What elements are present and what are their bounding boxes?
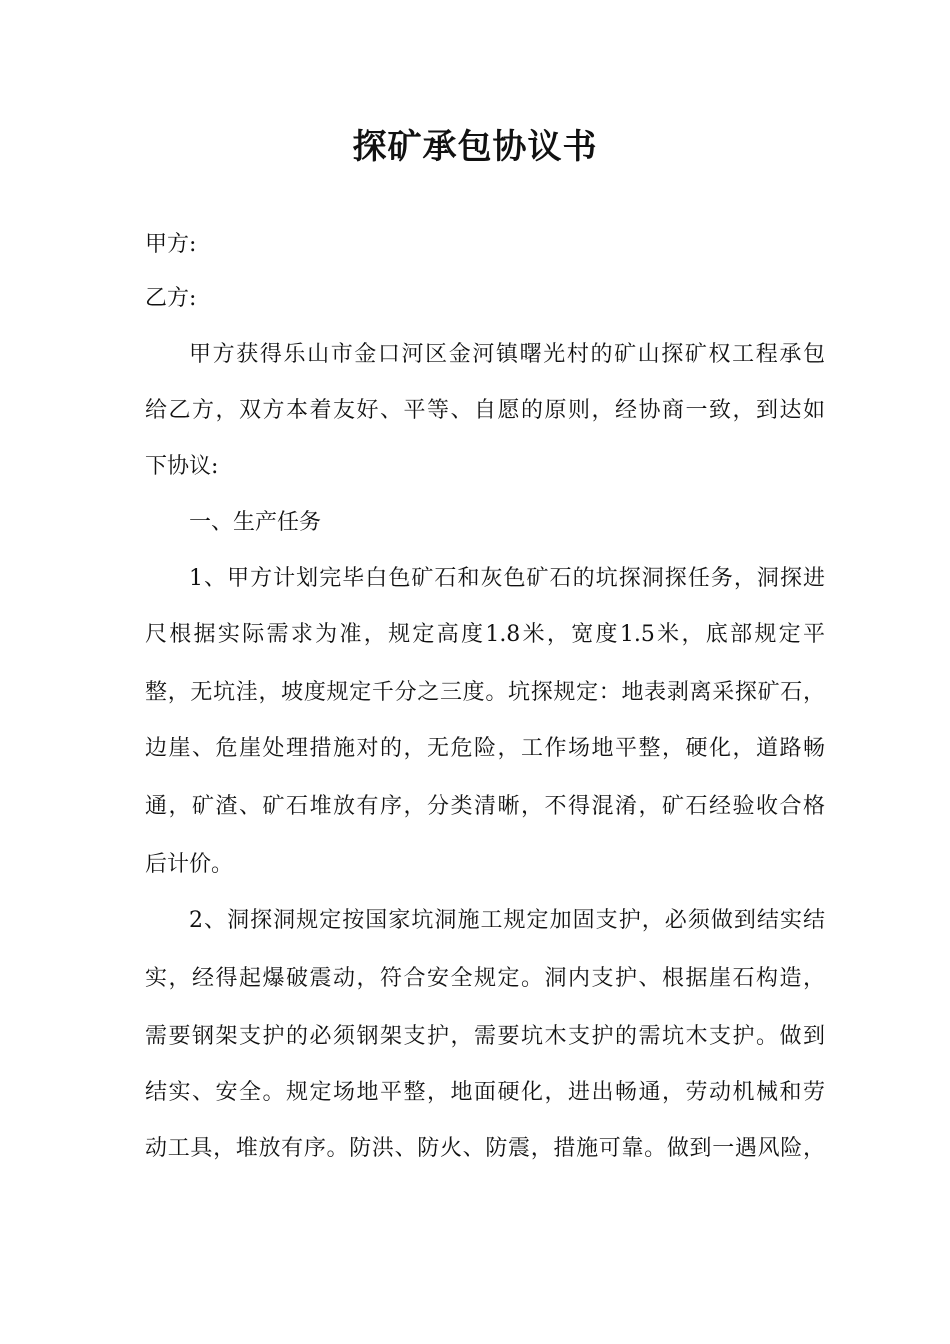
paragraph-line: 后计价。 <box>145 852 234 877</box>
party-a-label: 甲方: <box>145 232 197 257</box>
paragraph-line: 结实、安全。规定场地平整，地面硬化，进出畅通，劳动机械和劳 <box>145 1080 825 1105</box>
paragraph-line: 甲方获得乐山市金口河区金河镇曙光村的矿山探矿权工程承包 <box>189 342 825 367</box>
paragraph-line: 下协议: <box>145 454 219 479</box>
paragraph-line: 动工具，堆放有序。防洪、防火、防震，措施可靠。做到一遇风险， <box>145 1136 825 1161</box>
section-heading: 一、生产任务 <box>189 510 322 535</box>
paragraph-line: 需要钢架支护的必须钢架支护，需要坑木支护的需坑木支护。做到 <box>145 1024 825 1049</box>
paragraph-line: 整，无坑洼，坡度规定千分之三度。坑探规定：地表剥离采探矿石， <box>145 680 825 705</box>
paragraph-line: 1、甲方计划完毕白色矿石和灰色矿石的坑探洞探任务，洞探进 <box>189 566 825 591</box>
paragraph-line: 通，矿渣、矿石堆放有序，分类清晰，不得混淆，矿石经验收合格 <box>145 794 825 819</box>
party-b-label: 乙方: <box>145 286 197 311</box>
paragraph-line: 尺根据实际需求为准，规定高度1.8米，宽度1.5米，底部规定平 <box>145 622 825 647</box>
paragraph-line: 给乙方，双方本着友好、平等、自愿的原则，经协商一致，到达如 <box>145 398 825 423</box>
paragraph-line: 边崖、危崖处理措施对的，无危险，工作场地平整，硬化，道路畅 <box>145 736 825 761</box>
document-title: 探矿承包协议书 <box>352 127 598 167</box>
paragraph-line: 实，经得起爆破震动，符合安全规定。洞内支护、根据崖石构造， <box>145 966 825 991</box>
paragraph-line: 2、洞探洞规定按国家坑洞施工规定加固支护，必须做到结实结 <box>189 908 825 933</box>
